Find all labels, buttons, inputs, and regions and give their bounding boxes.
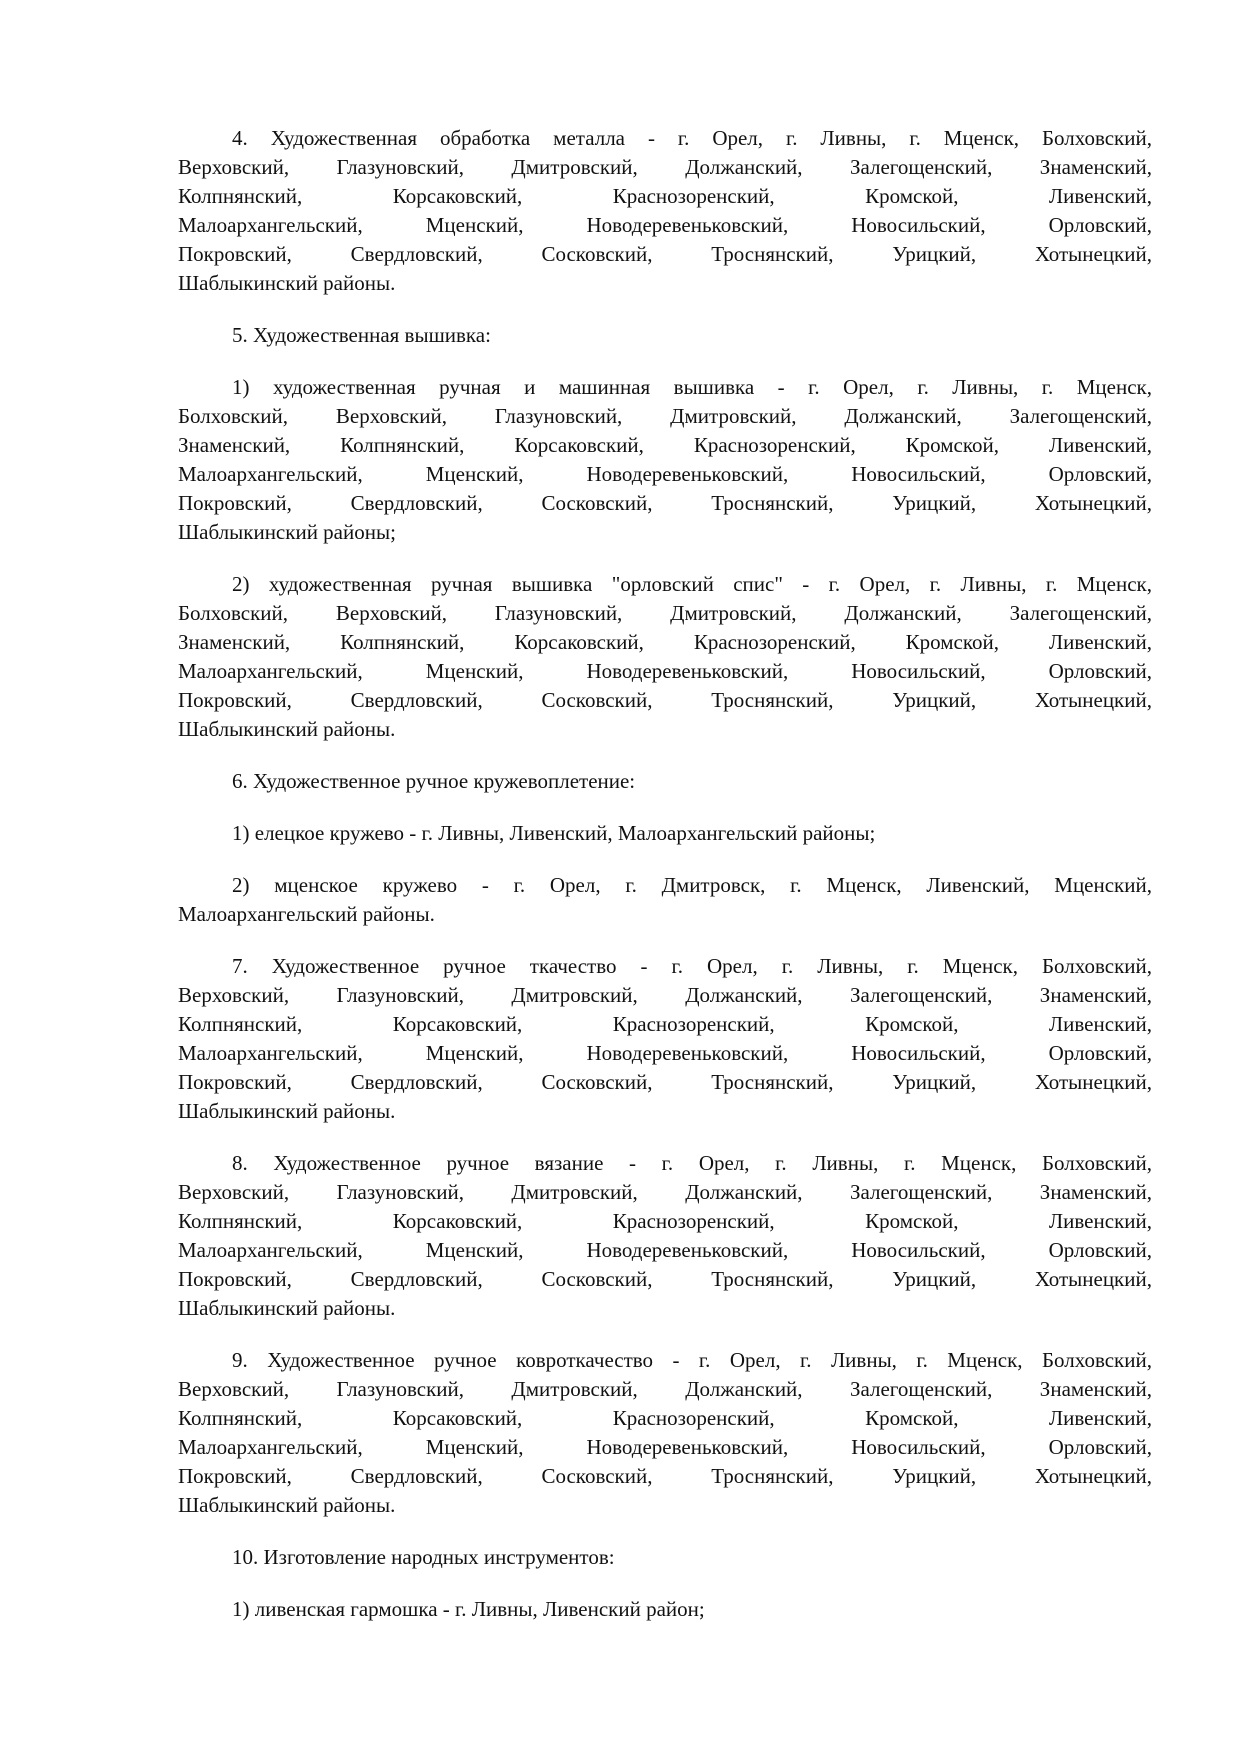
- text-line: Малоархангельский районы.: [178, 902, 435, 926]
- paragraph-section-5-item-1: [178, 373, 1152, 547]
- text-line: 1) художественная ручная и машинная вышивка - г. Орел, г. Ливны, г. Мценск,: [232, 375, 1152, 399]
- text-line: 2) художественная ручная вышивка "орловский спис" - г. Орел, г. Ливны, г. Мценск,: [232, 572, 1152, 596]
- paragraph-section-10-item-1: [178, 1595, 1152, 1624]
- paragraph-section-8: [178, 1149, 1152, 1323]
- text-line: Шаблыкинский районы.: [178, 1099, 396, 1123]
- text-line: Покровский, Свердловский, Сосковский, Троснянский, Урицкий, Хотынецкий,: [178, 1267, 1152, 1291]
- document-body: [178, 124, 1152, 1647]
- text-line: Шаблыкинский районы.: [178, 1493, 396, 1517]
- text-line: Знаменский, Колпнянский, Корсаковский, Краснозоренский, Кромской, Ливенский,: [178, 630, 1152, 654]
- paragraph-section-5: [178, 321, 1152, 350]
- text-line: Малоархангельский, Мценский, Новодеревеньковский, Новосильский, Орловский,: [178, 1041, 1152, 1065]
- text-line: 4. Художественная обработка металла - г. Орел, г. Ливны, г. Мценск, Болховский,: [232, 126, 1152, 150]
- text-line: Знаменский, Колпнянский, Корсаковский, Краснозоренский, Кромской, Ливенский,: [178, 433, 1152, 457]
- paragraph-section-6: [178, 767, 1152, 796]
- text-line: Малоархангельский, Мценский, Новодеревеньковский, Новосильский, Орловский,: [178, 659, 1152, 683]
- text-line: 1) ливенская гармошка - г. Ливны, Ливенский район;: [232, 1597, 705, 1621]
- text-line: 7. Художественное ручное ткачество - г. Орел, г. Ливны, г. Мценск, Болховский,: [232, 954, 1152, 978]
- paragraph-section-10: [178, 1543, 1152, 1572]
- text-line: Малоархангельский, Мценский, Новодеревеньковский, Новосильский, Орловский,: [178, 1435, 1152, 1459]
- paragraph-section-6-item-2: [178, 871, 1152, 929]
- text-line: Малоархангельский, Мценский, Новодеревеньковский, Новосильский, Орловский,: [178, 462, 1152, 486]
- paragraph-section-4: [178, 124, 1152, 298]
- paragraph-section-7: [178, 952, 1152, 1126]
- text-line: Колпнянский, Корсаковский, Краснозоренский, Кромской, Ливенский,: [178, 1209, 1152, 1233]
- text-line: Колпнянский, Корсаковский, Краснозоренский, Кромской, Ливенский,: [178, 184, 1152, 208]
- text-line: 6. Художественное ручное кружевоплетение:: [232, 769, 636, 793]
- text-line: 8. Художественное ручное вязание - г. Орел, г. Ливны, г. Мценск, Болховский,: [232, 1151, 1152, 1175]
- text-line: Верховский, Глазуновский, Дмитровский, Должанский, Залегощенский, Знаменский,: [178, 155, 1152, 179]
- text-line: Малоархангельский, Мценский, Новодеревеньковский, Новосильский, Орловский,: [178, 213, 1152, 237]
- text-line: Верховский, Глазуновский, Дмитровский, Должанский, Залегощенский, Знаменский,: [178, 983, 1152, 1007]
- text-line: Шаблыкинский районы.: [178, 1296, 396, 1320]
- paragraph-section-5-item-2: [178, 570, 1152, 744]
- text-line: Покровский, Свердловский, Сосковский, Троснянский, Урицкий, Хотынецкий,: [178, 1464, 1152, 1488]
- text-line: Покровский, Свердловский, Сосковский, Троснянский, Урицкий, Хотынецкий,: [178, 1070, 1152, 1094]
- text-line: Малоархангельский, Мценский, Новодеревеньковский, Новосильский, Орловский,: [178, 1238, 1152, 1262]
- paragraph-section-6-item-1: [178, 819, 1152, 848]
- text-line: Болховский, Верховский, Глазуновский, Дмитровский, Должанский, Залегощенский,: [178, 601, 1152, 625]
- text-line: 5. Художественная вышивка:: [232, 323, 491, 347]
- paragraph-section-9: [178, 1346, 1152, 1520]
- text-line: 2) мценское кружево - г. Орел, г. Дмитровск, г. Мценск, Ливенский, Мценский,: [232, 873, 1152, 897]
- text-line: Покровский, Свердловский, Сосковский, Троснянский, Урицкий, Хотынецкий,: [178, 491, 1152, 515]
- text-line: Шаблыкинский районы.: [178, 271, 396, 295]
- text-line: Верховский, Глазуновский, Дмитровский, Должанский, Залегощенский, Знаменский,: [178, 1180, 1152, 1204]
- text-line: Покровский, Свердловский, Сосковский, Троснянский, Урицкий, Хотынецкий,: [178, 688, 1152, 712]
- text-line: Колпнянский, Корсаковский, Краснозоренский, Кромской, Ливенский,: [178, 1406, 1152, 1430]
- text-line: Покровский, Свердловский, Сосковский, Троснянский, Урицкий, Хотынецкий,: [178, 242, 1152, 266]
- text-line: Верховский, Глазуновский, Дмитровский, Должанский, Залегощенский, Знаменский,: [178, 1377, 1152, 1401]
- text-line: 9. Художественное ручное ковроткачество - г. Орел, г. Ливны, г. Мценск, Болховский,: [232, 1348, 1152, 1372]
- text-line: 1) елецкое кружево - г. Ливны, Ливенский, Малоархангельский районы;: [232, 821, 876, 845]
- text-line: Шаблыкинский районы;: [178, 520, 396, 544]
- text-line: Колпнянский, Корсаковский, Краснозоренский, Кромской, Ливенский,: [178, 1012, 1152, 1036]
- text-line: 10. Изготовление народных инструментов:: [232, 1545, 615, 1569]
- text-line: Шаблыкинский районы.: [178, 717, 396, 741]
- text-line: Болховский, Верховский, Глазуновский, Дмитровский, Должанский, Залегощенский,: [178, 404, 1152, 428]
